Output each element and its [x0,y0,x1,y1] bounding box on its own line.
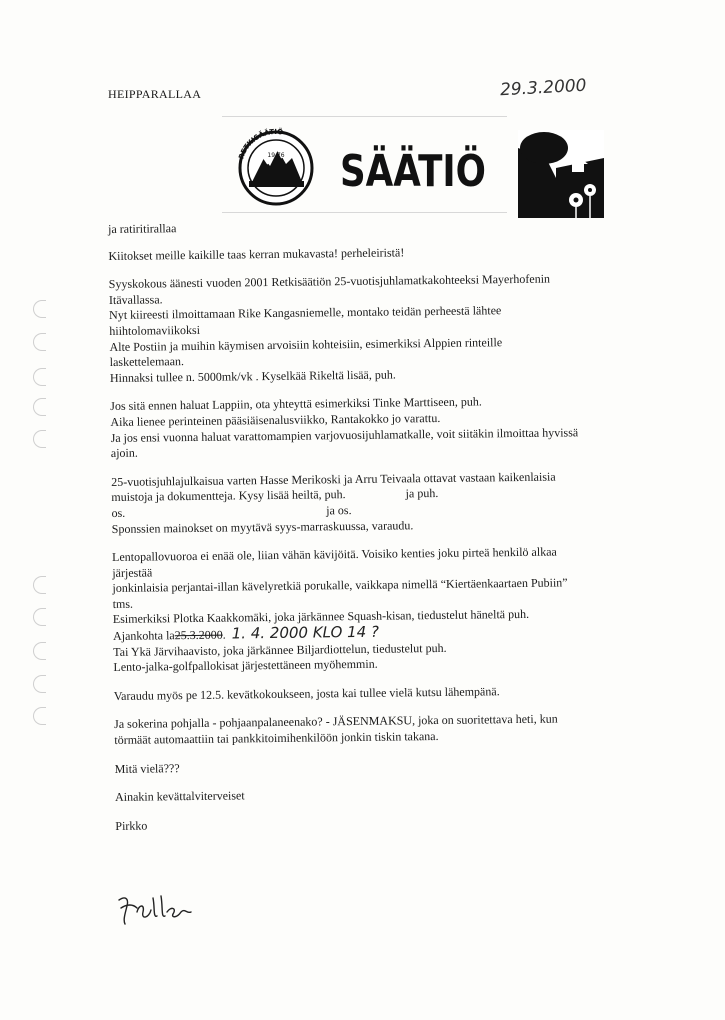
anniversary-line: os. ja os. [111,502,352,520]
punch-hole [33,642,46,660]
lapland-line: ajoin. [110,445,138,461]
fee-line: törmäät automaattiin tai pankkitoimihenkilöön jonkin tiskin takana. [114,729,439,747]
letter-body [108,215,655,834]
retkisaatio-emblem-logo [228,124,324,206]
fee-line: Ja sokerina pohjalla - pohjaanpalaneenako? - JÄSENMAKSU, joka on suoritettava heti, kun [114,711,558,732]
lapland-line: Aika lienee perinteinen pääsiäisenalusviikko, Rantakokko jo varattu. [110,410,441,429]
trip-line: Hinnaksi tullee n. 5000mk/vk . Kyselkää Rikeltä lisää, puh. [109,367,396,385]
punch-hole [33,430,46,448]
greeting: HEIPPARALLAA [108,87,202,101]
ajankohta-handwritten: 1. 4. 2000 KLO 14 ? [231,622,380,643]
punch-hole [33,398,46,416]
activities-line: Lentopallovuoroa ei enää ole, liian vähän kävijöitä. Voisiko kenties joku pirteä henkilö alkaa [112,544,557,565]
trip-line: Alte Postiin ja muihin käymisen arvoisiin kohteisiin, esimerkiksi Alppien rinteille [109,334,503,354]
spring-meeting: Varaudu myös pe 12.5. kevätkokoukseen, josta kai tullee vielä kutsu lähempänä. [113,684,500,703]
trip-line: Syyskokous äänesti vuoden 2001 Retkisäätiön 25-vuotisjuhlamatkakohteeksi Mayerhofenin [108,271,551,292]
punch-hole [33,300,46,318]
punch-hole [33,675,46,693]
punch-hole [33,368,46,386]
anniversary-line: muistoja ja dokumentteja. Kysy lisää heiltä, puh. ja puh. [111,486,439,505]
punch-hole [33,576,46,594]
handwritten-signature [115,890,205,930]
lapland-line: Ja jos ensi vuonna haluat varattomampien varjovuosijuhlamatkalle, voit siitäkin ilmoittaa hyvissä [110,424,579,445]
anniversary-line: 25-vuotisjuhlajulkaisua varten Hasse Merikoski ja Arru Teivaala ottavat vastaan kaikenlaisia [111,469,556,489]
punch-hole [33,608,46,626]
emblem-arc-text: RETKISÄÄTIÖ [237,127,284,161]
punch-hole [33,707,46,725]
trip-line: Itävallassa. [108,292,163,307]
anniversary-line: Sponssien mainokset on myytävä syys-marraskuussa, varaudu. [111,517,414,536]
activities-line: Esimerkiksi Plotka Kaakkomäki, joka järkännee Squash-kisan, tiedustelut häneltä puh. [112,607,530,627]
ajankohta-struck-date: 25.3.2000 [174,627,223,643]
letter-thanks: Kiitokset meille kaikille taas kerran mukavasta! perheleiristä! [108,244,405,263]
trip-line: laskettelemaan. [109,354,185,370]
handwritten-date: 29.3.2000 [499,75,587,101]
header-rule-bottom [222,212,507,213]
ajankohta-line: Ajankohta la25.3.2000. 1. 4. 2000 KLO 14 ? [112,622,380,644]
closing: Ainakin kevättalviterveiset [114,788,245,805]
sender-name: Pirkko [115,818,148,833]
lapland-line: Jos sitä ennen haluat Lappiin, ota yhteyttä esimerkiksi Tinke Marttiseen, puh. [110,394,482,414]
activities-line: järjestää [112,565,153,580]
punch-hole [33,333,46,351]
activities-line: tms. [112,596,134,611]
what-else: Mitä vielä??? [114,760,180,776]
ajankohta-label: Ajankohta la [112,628,175,644]
activities-line: jonkinlaisia perjantai-illan kävelyretkiä porukalle, vaikkapa nimellä “Kiertäenkaartaen Pubiin” [112,575,568,596]
logo-wordmark-text: SÄÄTIÖ [340,146,521,197]
saatio-wordmark-logo [338,128,521,198]
tree-landscape-logo [516,128,606,220]
trip-line: hiihtolomaviikoksi [109,322,201,338]
trip-line: Nyt kiireesti ilmoittamaan Rike Kangasniemelle, montako teidän perheestä lähtee [109,303,502,323]
letter-intro: ja ratiritirallaa [108,221,177,236]
activities-line: Tai Ykä Järvihaavisto, joka järkännee Biljardiottelun, tiedustelut puh. [113,640,447,659]
header-rule-top [222,116,507,117]
emblem-years: 19 76 [267,152,285,159]
activities-line: Lento-jalka-golfpallokisat järjestettäneen myöhemmin. [113,656,378,675]
